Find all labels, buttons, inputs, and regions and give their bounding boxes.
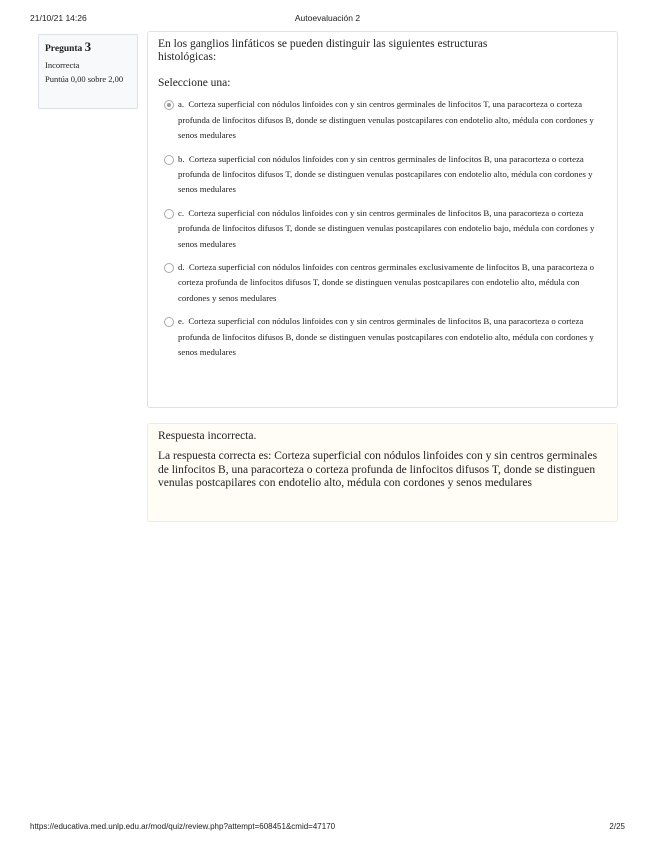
question-text: En los ganglios linfáticos se pueden distinguir las siguientes estructuras histológicas:: [158, 38, 488, 64]
answer-option-d[interactable]: [158, 260, 607, 306]
question-info: [38, 34, 138, 109]
radio-icon[interactable]: [164, 209, 174, 219]
option-letter: c.: [178, 207, 185, 218]
radio-icon[interactable]: [164, 317, 174, 327]
option-letter: e.: [178, 316, 185, 327]
page-header: [0, 13, 655, 27]
question-number: [45, 39, 131, 56]
correct-answer-text: La respuesta correcta es: Corteza superficial con nódulos linfoides con y sin centros germinales de linfocitos B, una paracorteza o corteza profunda de linfocitos difusos T, donde se distinguen venulas postcapilares con endotelio alto, médula con cordones y senos medulares: [158, 449, 598, 490]
option-text: Corteza superficial con nódulos linfoides con y sin centros germinales de linfocitos B, una paracorteza o corteza profunda de linfocitos difusos T, donde se distinguen venulas postcapilares con endotelio alto, médula con cordones y senos medulares: [178, 153, 593, 195]
page-footer: [0, 822, 655, 834]
page-title: Autoevaluación 2: [294, 13, 361, 23]
question-number-value: 3: [84, 39, 92, 54]
answer-option-e[interactable]: [158, 314, 607, 360]
option-text: Corteza superficial con nódulos linfoides con y sin centros germinales de linfocitos B, una paracorteza o corteza profunda de linfocitos difusos B, donde se distinguen venulas postcapilares con endotelio alto, médula con cordones y senos medulares: [178, 316, 594, 357]
question-label: Pregunta: [45, 44, 83, 54]
radio-icon[interactable]: [164, 155, 174, 165]
question-content: [147, 31, 618, 408]
question-grade: Puntúa 0,00 sobre 2,00: [45, 73, 124, 84]
radio-selected-icon[interactable]: [164, 100, 174, 110]
answer-options: [158, 97, 607, 360]
answer-option-b[interactable]: [158, 152, 607, 198]
page-url: https://educativa.med.unlp.edu.ar/mod/quiz/review.php?attempt=608451&cmid=47170: [30, 822, 336, 831]
option-letter: a.: [178, 99, 185, 110]
option-text: Corteza superficial con nódulos linfoides con y sin centros germinales de linfocitos T, una paracorteza o corteza profunda de linfocitos difusos B, donde se distinguen venulas postcapilares con endotelio alto, médula con cordones y senos medulares: [178, 99, 594, 141]
option-letter: b.: [178, 153, 185, 164]
option-letter: d.: [178, 261, 185, 272]
answer-prompt: Seleccione una:: [158, 77, 231, 90]
radio-icon[interactable]: [164, 263, 174, 273]
feedback-title: Respuesta incorrecta.: [158, 430, 257, 442]
page-number: 2/25: [609, 822, 625, 831]
question-state: Incorrecta: [45, 59, 80, 70]
answer-option-a[interactable]: [158, 97, 607, 143]
print-datetime: 21/10/21 14:26: [30, 13, 87, 23]
feedback-panel: [147, 423, 618, 522]
answer-option-c[interactable]: [158, 206, 607, 252]
option-text: Corteza superficial con nódulos linfoides con centros germinales exclusivamente de linfocitos B, una paracorteza o corteza profunda de linfocitos difusos T, donde se distinguen venulas postcapilares con endotelio alto, médula con cordones y senos medulares: [178, 261, 595, 303]
option-text: Corteza superficial con nódulos linfoides con y sin centros germinales de linfocitos B, una paracorteza o corteza profunda de linfocitos difusos T, donde se distinguen venulas postcapilares con endotelio bajo, médula con cordones y senos medulares: [178, 207, 595, 249]
